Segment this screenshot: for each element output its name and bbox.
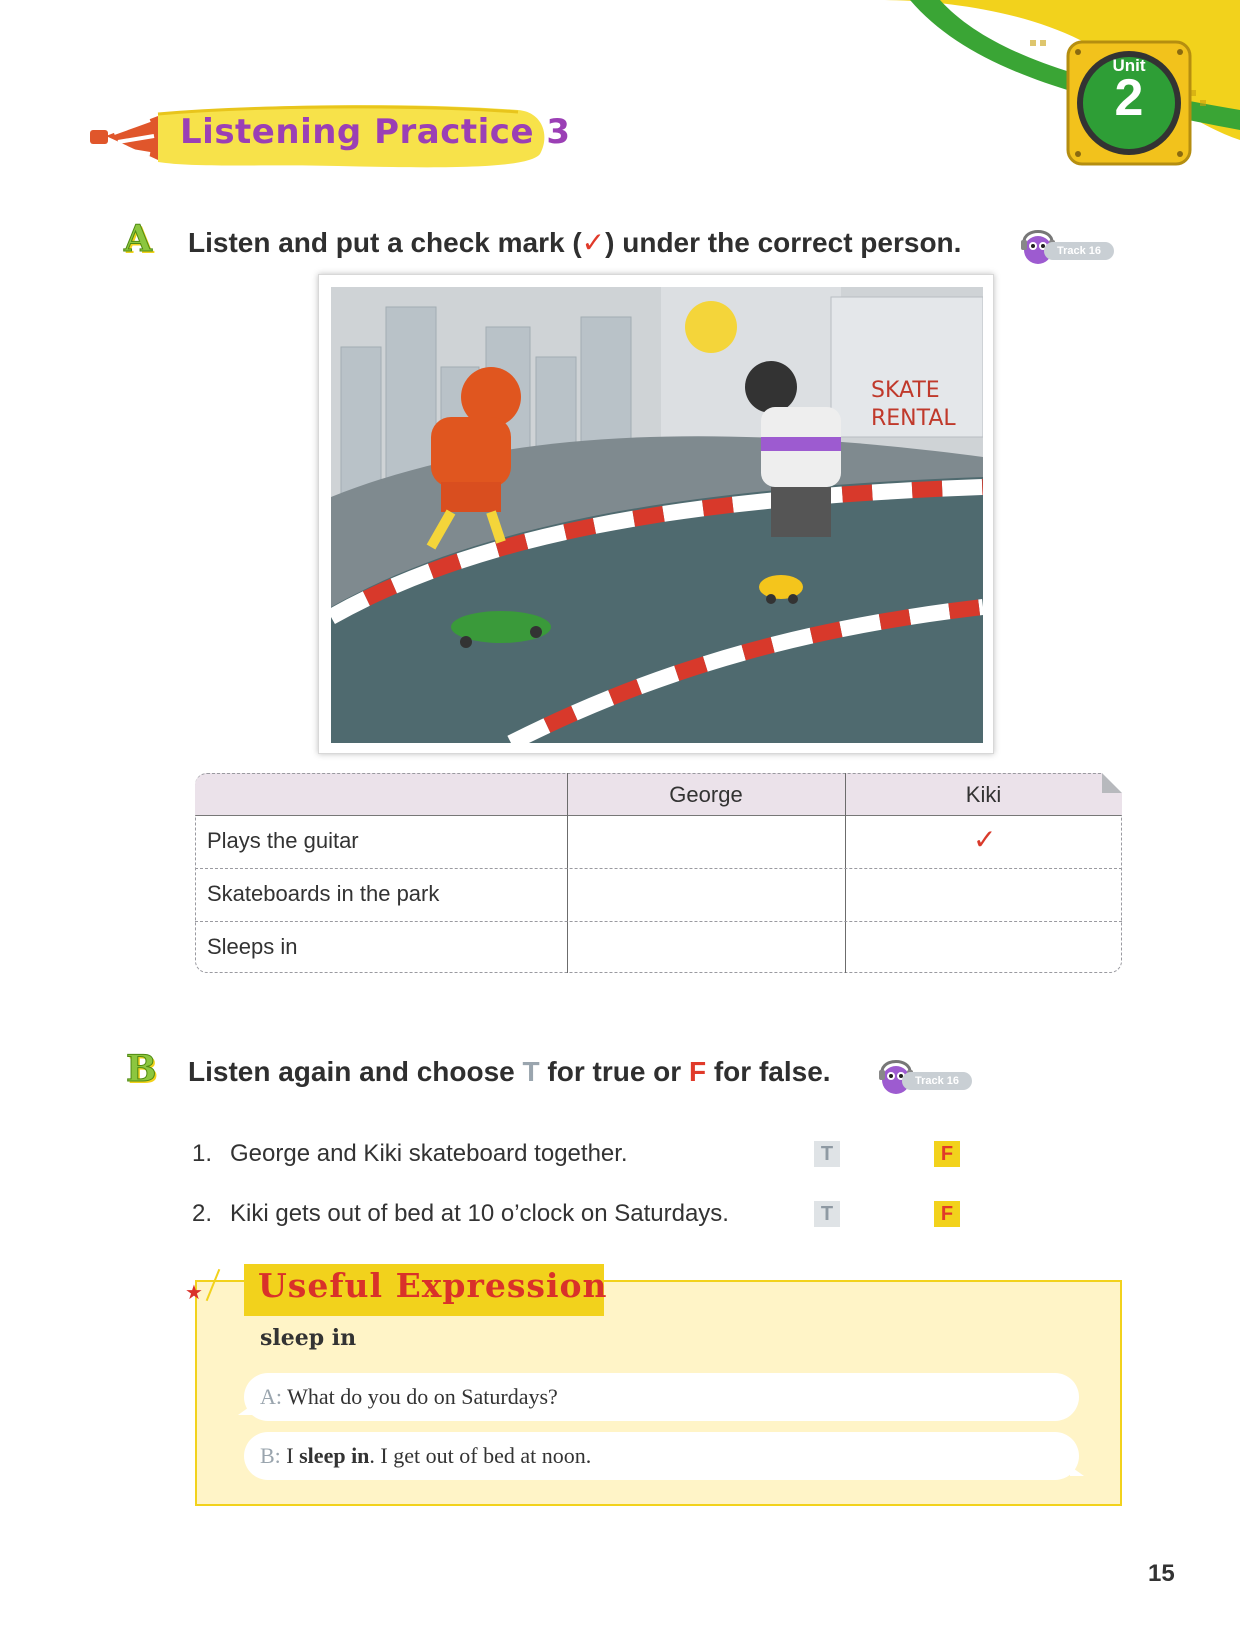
star-icon: ★ (185, 1282, 203, 1304)
tf-item-1: 1. George and Kiki skateboard together. (192, 1140, 628, 1167)
skatepark-illustration (318, 274, 994, 754)
false-option[interactable]: F (934, 1141, 960, 1167)
row-label: Skateboards in the park (207, 881, 440, 906)
dialogue-bubble-b: B: I sleep in. I get out of bed at noon. (244, 1432, 1079, 1480)
unit-label: Unit (1112, 56, 1146, 75)
header-kiki: Kiki (965, 782, 1002, 807)
skate-rental-sign: SKATE (871, 378, 940, 403)
row-divider (195, 868, 1122, 869)
expression-phrase: sleep in (260, 1325, 357, 1351)
megaphone-icon (90, 116, 158, 160)
section-a-letter: A (124, 218, 152, 260)
useful-expression-title: Useful Expression (258, 1266, 608, 1305)
true-option[interactable]: T (814, 1141, 840, 1167)
track-badge-a[interactable] (1016, 224, 1116, 268)
row-label: Sleeps in (207, 934, 298, 959)
section-a-instruction: Listen and put a check mark (✓) under the correct person. (188, 227, 962, 258)
answer-table (195, 773, 1122, 973)
page-title: Listening Practice 3 (180, 112, 571, 152)
section-b-instruction: Listen again and choose T for true or F for false. (188, 1056, 831, 1087)
unit-number: 2 (1114, 69, 1144, 127)
tf-item-2: 2. Kiki gets out of bed at 10 o’clock on Saturdays. (192, 1200, 729, 1227)
true-option[interactable]: T (814, 1201, 840, 1227)
header-george: George (669, 782, 743, 807)
row-divider (195, 921, 1122, 922)
track-label: Track 16 (1044, 242, 1114, 260)
svg-text:RENTAL: RENTAL (871, 406, 956, 431)
kiki-check-cell[interactable]: ✓ (973, 824, 997, 855)
track-badge-b[interactable] (874, 1054, 974, 1098)
section-b-letter: B (126, 1048, 157, 1090)
track-label: Track 16 (902, 1072, 972, 1090)
row-label: Plays the guitar (207, 828, 359, 853)
dialogue-bubble-a: A: What do you do on Saturdays? (244, 1373, 1079, 1421)
false-option[interactable]: F (934, 1201, 960, 1227)
page-number: 15 (1148, 1560, 1175, 1587)
